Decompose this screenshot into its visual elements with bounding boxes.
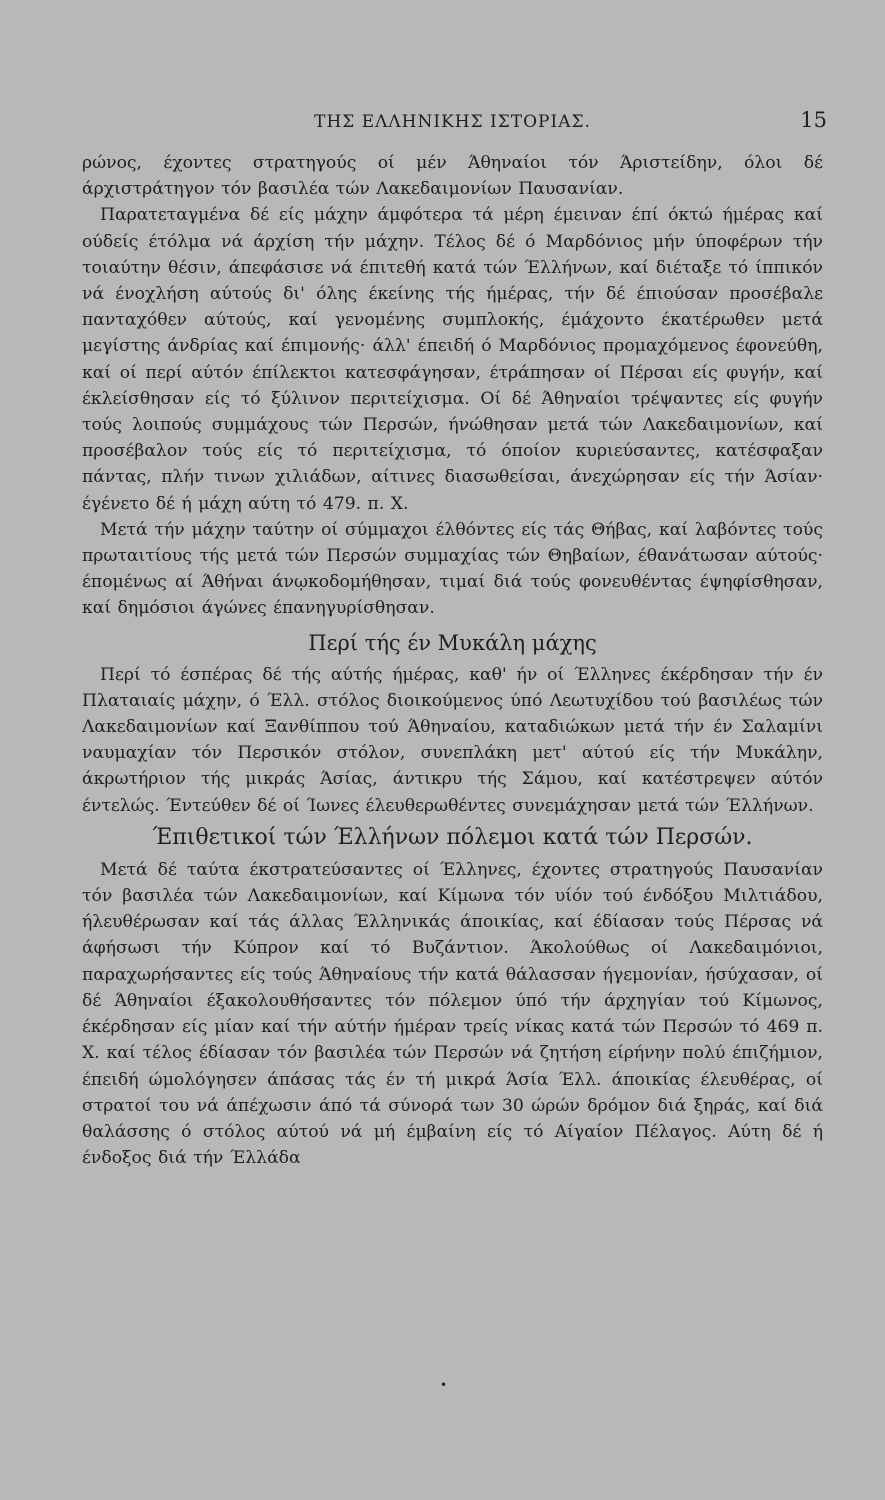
section-heading-mykale: Περί τής έν Μυκάλη μάχης bbox=[308, 630, 597, 655]
paragraph-2: Παρατεταγμένα δέ είς μάχην άμφότερα τά μέρη έμειναν έπί όκτώ ήμέρας καί ούδείς έτόλμα νά άρχίση τήν μάχην. Τέλος δέ ό Μαρδόνιος μήν ύποφέρων τήν τοιαύτην θέσιν, άπεφάσισε νά έπιτεθή κατά τών Έλλήνων, καί διέταξε τό ίππικόν νά ένοχλήση αύτούς δι' όλης έκείνης τής ήμέρας, τήν δέ έπιούσαν προσέβαλε πανταχόθεν αύτούς, καί γενομένης συμπλοκής, έμάχοντο έκατέρωθεν μετά μεγίστης άνδρίας καί έπιμονής· άλλ' έπειδή ό Μαρδόνιος προμαχόμενος έφονεύθη, καί οί περί αύτόν έπίλεκτοι κατεσφάγησαν, έτράπησαν οί Πέρσαι είς φυγήν, καί έκλείσθησαν είς τό ξύλινον περιτείχισμα. Οί δέ Άθηναίοι τρέψαντες είς φυγήν τούς λοιπούς συμμάχους τών Περσών, ήνώθησαν μετά τών Λακεδαιμονίων, καί προσέβαλον τούς είς τό περιτείχισμα, τό όποίον κυριεύσαντες, κατέσφαξαν πάντας, πλήν τινων χιλιάδων, αίτινες διασωθείσαι, άνεχώρησαν είς τήν Άσίαν· έγένετο δέ ή μάχη αύτη τό 479. π. Χ. bbox=[82, 205, 823, 514]
paragraph-3: Μετά τήν μάχην ταύτην οί σύμμαχοι έλθόντες είς τάς Θήβας, καί λαβόντες τούς πρωταιτίους τής μετά τών Περσών συμμαχίας τών Θηβαίων, έθανάτωσαν αύτούς· έπομένως αί Άθήναι άνῳκοδομήθησαν, τιμαί διά τούς φονευθέντας έψηφίσθησαν, καί δημόσιοι άγώνες έπανηγυρίσθησαν. bbox=[82, 519, 823, 619]
footer-ornament: • bbox=[440, 1378, 448, 1392]
paragraph-4: Περί τό έσπέρας δέ τής αύτής ήμέρας, καθ' ήν οί Έλληνες έκέρδησαν τήν έν Πλαταιαίς μάχην, ό Έλλ. στόλος διοικούμενος ύπό Λεωτυχίδου τού βασιλέως τών Λακεδαιμονίων καί Ξανθίππου τού Άθηναίου, καταδιώκων μετά τήν έν Σαλαμίνι ναυμαχίαν τόν Περσικόν στόλον, συνεπλάκη μετ' αύτού είς τήν Μυκάλην, άκρωτήριον τής μικράς Άσίας, άντικρυ τής Σάμου, καί κατέστρεψεν αύτόν έντελώς. Έντεύθεν δέ οί Ίωνες έλευθερωθέντες συνεμάχησαν μετά τών Έλλήνων. bbox=[82, 664, 823, 816]
paragraph-5: Μετά δέ ταύτα έκστρατεύσαντες οί Έλληνες, έχοντες στρατηγούς Παυσανίαν τόν βασιλέα τών Λακεδαιμονίων, καί Κίμωνα τόν υίόν τού ένδόξου Μιλτιάδου, ήλευθέρωσαν καί τάς άλλας Έλληνικάς άποικίας, καί έδίασαν τούς Πέρσας νά άφήσωσι τήν Κύπρον καί τό Βυζάντιον. Άκολούθως οί Λακεδαιμόνιοι, παραχωρήσαντες είς τούς Άθηναίους τήν κατά θάλασσαν ήγεμονίαν, ήσύχασαν, οί δέ Άθηναίοι έξακολουθήσαντες τόν πόλεμον ύπό τήν άρχηγίαν τού Κίμωνος, έκέρδησαν είς μίαν καί τήν αύτήν ήμέραν τρείς νίκας κατά τών Περσών τό 469 π. Χ. καί τέλος έδίασαν τόν βασιλέα τών Περσών νά ζητήση είρήνην πολύ έπιζήμιον, έπειδή ώμολόγησεν άπάσας τάς έν τή μικρά Άσία Έλλ. άποικίας έλευθέρας, οί στρατοί του νά άπέχωσιν άπό τά σύνορά των 30 ώρών δρόμον διά ξηράς, καί διά θαλάσσης ό στόλος αύτού νά μή έμβαίνη είς τό Αίγαίον Πέλαγος. Αύτη δέ ή ένδοξος διά τήν Έλλάδα bbox=[82, 859, 823, 1169]
page-number: 15 bbox=[800, 108, 827, 132]
running-head bbox=[82, 108, 827, 144]
paragraph-1: ρώνος, έχοντες στρατηγούς οί μέν Άθηναίοι τόν Άριστείδην, όλοι δέ άρχιστράτηγον τόν βασιλέα τών Λακεδαιμονίων Παυσανίαν. bbox=[82, 153, 823, 200]
running-title: ΤΗΣ ΕΛΛΗΝΙΚΗΣ ΙΣΤΟΡΙΑΣ. bbox=[314, 112, 591, 132]
section-heading-offensive-wars: Έπιθετικοί τών Έλλήνων πόλεμοι κατά τών Περσών. bbox=[152, 824, 753, 850]
